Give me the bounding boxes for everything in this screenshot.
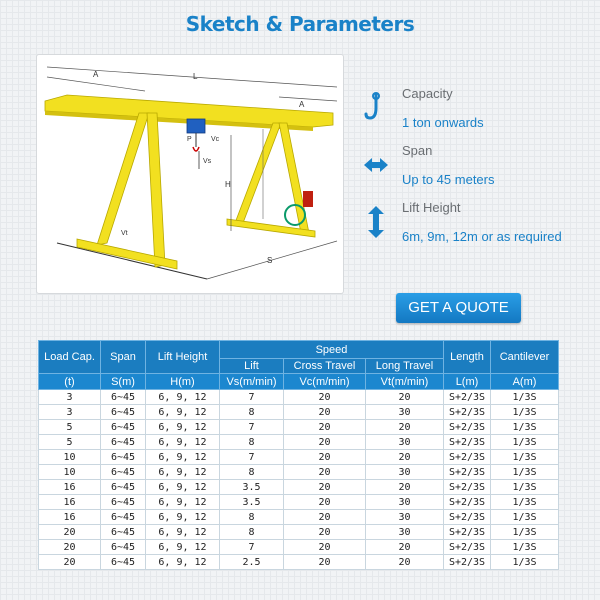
col-length: Length (444, 341, 491, 374)
table-cell: 6~45 (101, 480, 146, 495)
col-lift-height: Lift Height (146, 341, 220, 374)
unit-cell: Vc(m/min) (284, 374, 366, 390)
table-cell: 8 (220, 525, 284, 540)
table-cell: 6, 9, 12 (146, 465, 220, 480)
table-cell: 5 (39, 435, 101, 450)
table-cell: 6~45 (101, 420, 146, 435)
table-cell: 20 (39, 525, 101, 540)
table-cell: 7 (220, 540, 284, 555)
table-cell: 20 (284, 495, 366, 510)
table-cell: S+2/3S (444, 480, 491, 495)
label-vt: Vt (121, 230, 128, 237)
table-cell: 3 (39, 405, 101, 420)
table-cell: 1/3S (491, 495, 559, 510)
table-header-row (39, 341, 559, 359)
table-cell: 1/3S (491, 450, 559, 465)
horizontal-arrows-icon (362, 147, 390, 183)
table-cell: 16 (39, 510, 101, 525)
table-cell: 20 (39, 540, 101, 555)
table-cell: 6~45 (101, 510, 146, 525)
table-cell: 6, 9, 12 (146, 480, 220, 495)
table-cell: 6~45 (101, 465, 146, 480)
unit-cell: Vt(m/min) (366, 374, 444, 390)
table-cell: 30 (366, 525, 444, 540)
param-value: 1 ton onwards (402, 115, 484, 130)
table-cell: 10 (39, 465, 101, 480)
table-cell: 16 (39, 480, 101, 495)
right-leg-front (235, 123, 281, 223)
unit-cell: Vs(m/min) (220, 374, 284, 390)
table-row (39, 510, 559, 525)
table-cell: 30 (366, 405, 444, 420)
table-cell: S+2/3S (444, 420, 491, 435)
table-cell: 6, 9, 12 (146, 555, 220, 570)
label-vs: Vs (203, 158, 212, 165)
table-cell: 20 (366, 420, 444, 435)
table-row (39, 480, 559, 495)
label-p: P (187, 136, 192, 143)
table-row (39, 555, 559, 570)
dimension-a-left-line (47, 77, 145, 91)
table-cell: 6, 9, 12 (146, 540, 220, 555)
ground-line (57, 243, 207, 279)
table-cell: 1/3S (491, 390, 559, 405)
table-cell: 16 (39, 495, 101, 510)
table-cell: 6, 9, 12 (146, 390, 220, 405)
table-cell: 7 (220, 420, 284, 435)
table-cell: 20 (39, 555, 101, 570)
col-long-travel: Long Travel (366, 359, 444, 374)
table-cell: 3 (39, 390, 101, 405)
table-cell: 20 (284, 480, 366, 495)
table-cell: S+2/3S (444, 390, 491, 405)
dimension-l-line (47, 67, 337, 87)
table-cell: 20 (284, 405, 366, 420)
left-leg-back (147, 113, 165, 267)
table-cell: 7 (220, 450, 284, 465)
table-cell: 20 (366, 390, 444, 405)
table-cell: 1/3S (491, 465, 559, 480)
table-cell: 6, 9, 12 (146, 420, 220, 435)
control-box (303, 191, 313, 207)
param-value: 6m, 9m, 12m or as required (402, 229, 562, 244)
label-a-left: A (93, 70, 99, 79)
unit-cell: (t) (39, 374, 101, 390)
table-cell: 6, 9, 12 (146, 405, 220, 420)
col-load-cap: Load Cap. (39, 341, 101, 374)
col-lift: Lift (220, 359, 284, 374)
crane-sketch (36, 54, 344, 294)
table-cell: 6, 9, 12 (146, 450, 220, 465)
vertical-arrows-icon (362, 204, 390, 240)
table-cell: 6~45 (101, 495, 146, 510)
table-row (39, 420, 559, 435)
table-cell: 30 (366, 510, 444, 525)
get-a-quote-button[interactable]: GET A QUOTE (396, 293, 521, 323)
unit-cell: H(m) (146, 374, 220, 390)
parameter-list (362, 86, 592, 257)
table-cell: 20 (284, 450, 366, 465)
table-cell: 20 (284, 525, 366, 540)
table-cell: 20 (284, 555, 366, 570)
table-cell: 20 (366, 540, 444, 555)
table-cell: 1/3S (491, 435, 559, 450)
table-row (39, 495, 559, 510)
param-lift-height (362, 200, 592, 257)
table-cell: 8 (220, 435, 284, 450)
label-h: H (225, 180, 231, 189)
table-cell: 20 (366, 555, 444, 570)
table-cell: 20 (284, 390, 366, 405)
col-cantilever: Cantilever (491, 341, 559, 374)
table-row (39, 405, 559, 420)
table-cell: 5 (39, 420, 101, 435)
unit-cell: A(m) (491, 374, 559, 390)
table-cell: S+2/3S (444, 495, 491, 510)
table-cell: 30 (366, 465, 444, 480)
table-cell: 6~45 (101, 390, 146, 405)
unit-cell: S(m) (101, 374, 146, 390)
table-cell: S+2/3S (444, 510, 491, 525)
param-value: Up to 45 meters (402, 172, 495, 187)
table-cell: 6, 9, 12 (146, 435, 220, 450)
hoist-trolley (187, 119, 205, 133)
param-label: Capacity (402, 86, 453, 101)
table-row (39, 435, 559, 450)
table-cell: 30 (366, 435, 444, 450)
table-row (39, 465, 559, 480)
col-cross-travel: Cross Travel (284, 359, 366, 374)
table-row (39, 525, 559, 540)
table-cell: S+2/3S (444, 525, 491, 540)
dimension-a-right-line (279, 97, 337, 101)
table-cell: 1/3S (491, 540, 559, 555)
table-cell: S+2/3S (444, 405, 491, 420)
table-cell: 1/3S (491, 420, 559, 435)
table-cell: 10 (39, 450, 101, 465)
table-cell: 3.5 (220, 495, 284, 510)
table-cell: 2.5 (220, 555, 284, 570)
table-cell: 6~45 (101, 405, 146, 420)
table-cell: 20 (284, 540, 366, 555)
unit-cell: L(m) (444, 374, 491, 390)
label-s: S (267, 256, 273, 265)
table-cell: 6~45 (101, 540, 146, 555)
table-cell: 6~45 (101, 435, 146, 450)
param-label: Span (402, 143, 433, 158)
page-title: Sketch & Parameters (185, 12, 415, 36)
table-cell: S+2/3S (444, 465, 491, 480)
table-cell: 1/3S (491, 405, 559, 420)
table-cell: 20 (284, 465, 366, 480)
table-row (39, 390, 559, 405)
label-a-right: A (299, 100, 305, 109)
table-cell: 6~45 (101, 450, 146, 465)
table-cell: 20 (366, 450, 444, 465)
left-leg-front (97, 113, 149, 245)
param-span (362, 143, 592, 200)
table-cell: 1/3S (491, 480, 559, 495)
table-cell: S+2/3S (444, 540, 491, 555)
table-units-row (39, 374, 559, 390)
hook-icon (193, 147, 199, 151)
table-body (39, 390, 559, 570)
table-cell: 6, 9, 12 (146, 510, 220, 525)
table-cell: 8 (220, 465, 284, 480)
table-cell: 6~45 (101, 525, 146, 540)
table-cell: 6, 9, 12 (146, 525, 220, 540)
label-l: L (193, 72, 198, 81)
table-row (39, 450, 559, 465)
table-cell: 7 (220, 390, 284, 405)
table-cell: 8 (220, 510, 284, 525)
spec-table (38, 340, 559, 570)
table-cell: 20 (284, 510, 366, 525)
table-row (39, 540, 559, 555)
table-cell: 1/3S (491, 555, 559, 570)
table-cell: S+2/3S (444, 450, 491, 465)
crane-hook-icon (362, 90, 390, 126)
table-cell: 3.5 (220, 480, 284, 495)
param-label: Lift Height (402, 200, 461, 215)
col-speed: Speed (220, 341, 444, 359)
label-vc: Vc (211, 136, 220, 143)
table-cell: 20 (366, 480, 444, 495)
col-span: Span (101, 341, 146, 374)
param-capacity (362, 86, 592, 143)
table-cell: 1/3S (491, 510, 559, 525)
table-cell: 1/3S (491, 525, 559, 540)
table-cell: 6~45 (101, 555, 146, 570)
table-cell: S+2/3S (444, 555, 491, 570)
table-cell: S+2/3S (444, 435, 491, 450)
table-cell: 6, 9, 12 (146, 495, 220, 510)
table-cell: 20 (284, 435, 366, 450)
gantry-crane-diagram (37, 55, 343, 293)
table-cell: 30 (366, 495, 444, 510)
table-cell: 8 (220, 405, 284, 420)
table-cell: 20 (284, 420, 366, 435)
